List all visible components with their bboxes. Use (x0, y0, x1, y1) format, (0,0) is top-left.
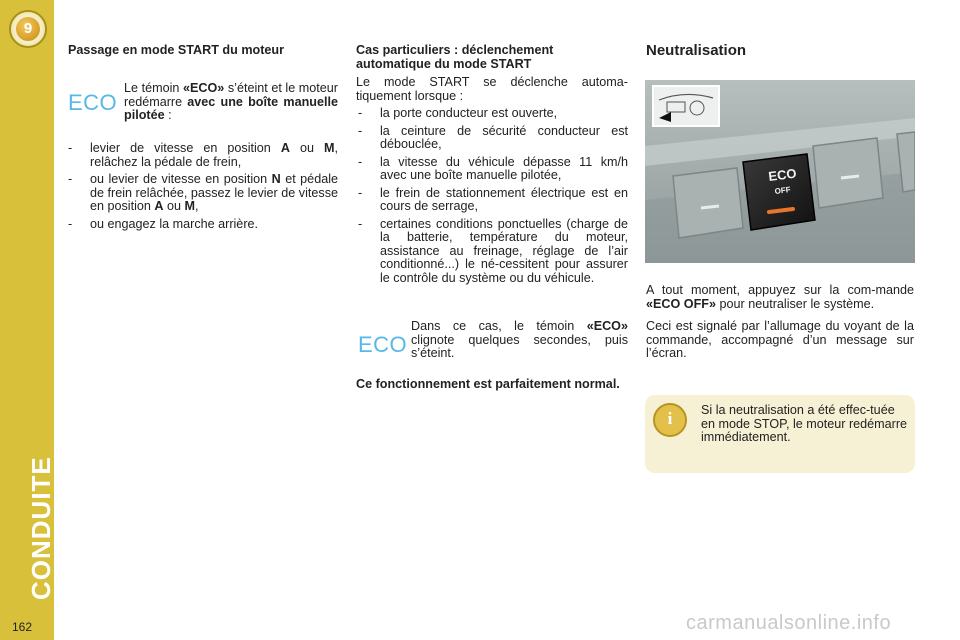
chapter-number: 9 (16, 17, 40, 41)
text-run: Le témoin (124, 81, 183, 95)
section-heading: Passage en mode START du moteur (68, 43, 284, 57)
section-heading: Neutralisation (646, 42, 747, 59)
section-heading: Cas particuliers : déclenchement automatique du mode START (356, 43, 554, 71)
eco-indicator-icon: ECO (358, 332, 408, 357)
eco-indicator-description (124, 82, 338, 123)
text-run: , (195, 199, 199, 213)
chapter-sidebar (0, 0, 54, 640)
text-run: , relâchez la pédale de frein, (90, 141, 338, 169)
text-run: ou (289, 141, 324, 155)
text-run: Dans ce cas, le témoin (411, 319, 587, 333)
list-item: - le frein de stationnement électrique est en cours de serrage, (356, 187, 628, 214)
list-item (66, 173, 338, 214)
page-number: 162 (12, 620, 33, 634)
gear-letter: M (324, 141, 335, 155)
text-run: clignote quelques secondes, puis s’éteint. (411, 332, 628, 360)
text-run: ou (163, 199, 185, 213)
list-item: - ou engagez la marche arrière. (66, 218, 338, 232)
gear-letter: M (184, 199, 196, 213)
eco-off-term: «ECO OFF» (646, 296, 716, 311)
info-note (645, 395, 915, 473)
text-run: levier de vitesse en position (90, 141, 281, 155)
page-number-box (0, 612, 54, 640)
off-button-label: OFF (774, 185, 792, 196)
chapter-title-container (6, 456, 56, 600)
site-watermark: carmanualsonline.info (686, 612, 892, 634)
info-icon-glyph: i (667, 409, 673, 428)
info-note-text: Si la neutralisation a été effec-tuée en mode STOP, le moteur redémarre immédiatement. (701, 403, 908, 444)
text-run: : (164, 108, 172, 122)
neutralise-instructions (646, 284, 914, 311)
chapter-title: CONDUITE (26, 456, 56, 600)
eco-indicator-icon: ECO (68, 90, 118, 115)
eco-button-label: ECO (767, 165, 798, 184)
eco-term: «ECO» (182, 81, 225, 95)
gear-letter: A (280, 141, 290, 155)
chapter-number-badge (9, 10, 47, 48)
column-start-mode (68, 44, 338, 58)
list-item: - certaines conditions ponctuelles (charge de la batterie, température du moteur, assistance au freinage, réglage de l’air conditionné...) le né-cessitent pour assurer le contrôle du système ou du véhicule. (356, 218, 628, 286)
text-run: et pédale de frein relâchée, passez le levier de vitesse en position (90, 172, 338, 213)
text-run: pour neutraliser le système. (715, 296, 875, 311)
dashboard-illustration (645, 80, 915, 263)
normal-operation-note: Ce fonctionnement est parfaitement normal. (356, 377, 620, 391)
gearbox-term: avec une boîte manuelle pilotée (124, 94, 338, 122)
eco-blink-description (411, 320, 628, 361)
text-run: A tout moment, appuyez sur la com-mande (646, 283, 914, 297)
eco-term: «ECO» (586, 319, 628, 333)
text-run: s’éteint et le moteur redémarre (124, 81, 338, 109)
gear-letter: N (271, 172, 281, 186)
info-icon (653, 403, 687, 437)
list-item (66, 142, 338, 169)
eco-off-button-photo (645, 80, 915, 263)
gear-letter: A (154, 199, 164, 213)
list-item: - la vitesse du véhicule dépasse 11 km/h avec une boîte manuelle pilotée, (356, 156, 628, 183)
restart-conditions-list (66, 142, 338, 235)
list-item: - la ceinture de sécurité conducteur est débouclée, (356, 125, 628, 152)
special-cases-intro: Le mode START se déclenche automa-tiquement lorsque : (356, 75, 628, 103)
text-run: ou levier de vitesse en position (90, 172, 272, 186)
list-item: - la porte conducteur est ouverte, (356, 107, 628, 121)
column-special-cases (356, 44, 628, 289)
column-neutralisation (646, 44, 914, 58)
auto-start-conditions-list (356, 107, 628, 285)
neutralise-signal-description: Ceci est signalé par l’allumage du voyant de la commande, accompagné d’un message sur l’écran. (646, 319, 914, 360)
